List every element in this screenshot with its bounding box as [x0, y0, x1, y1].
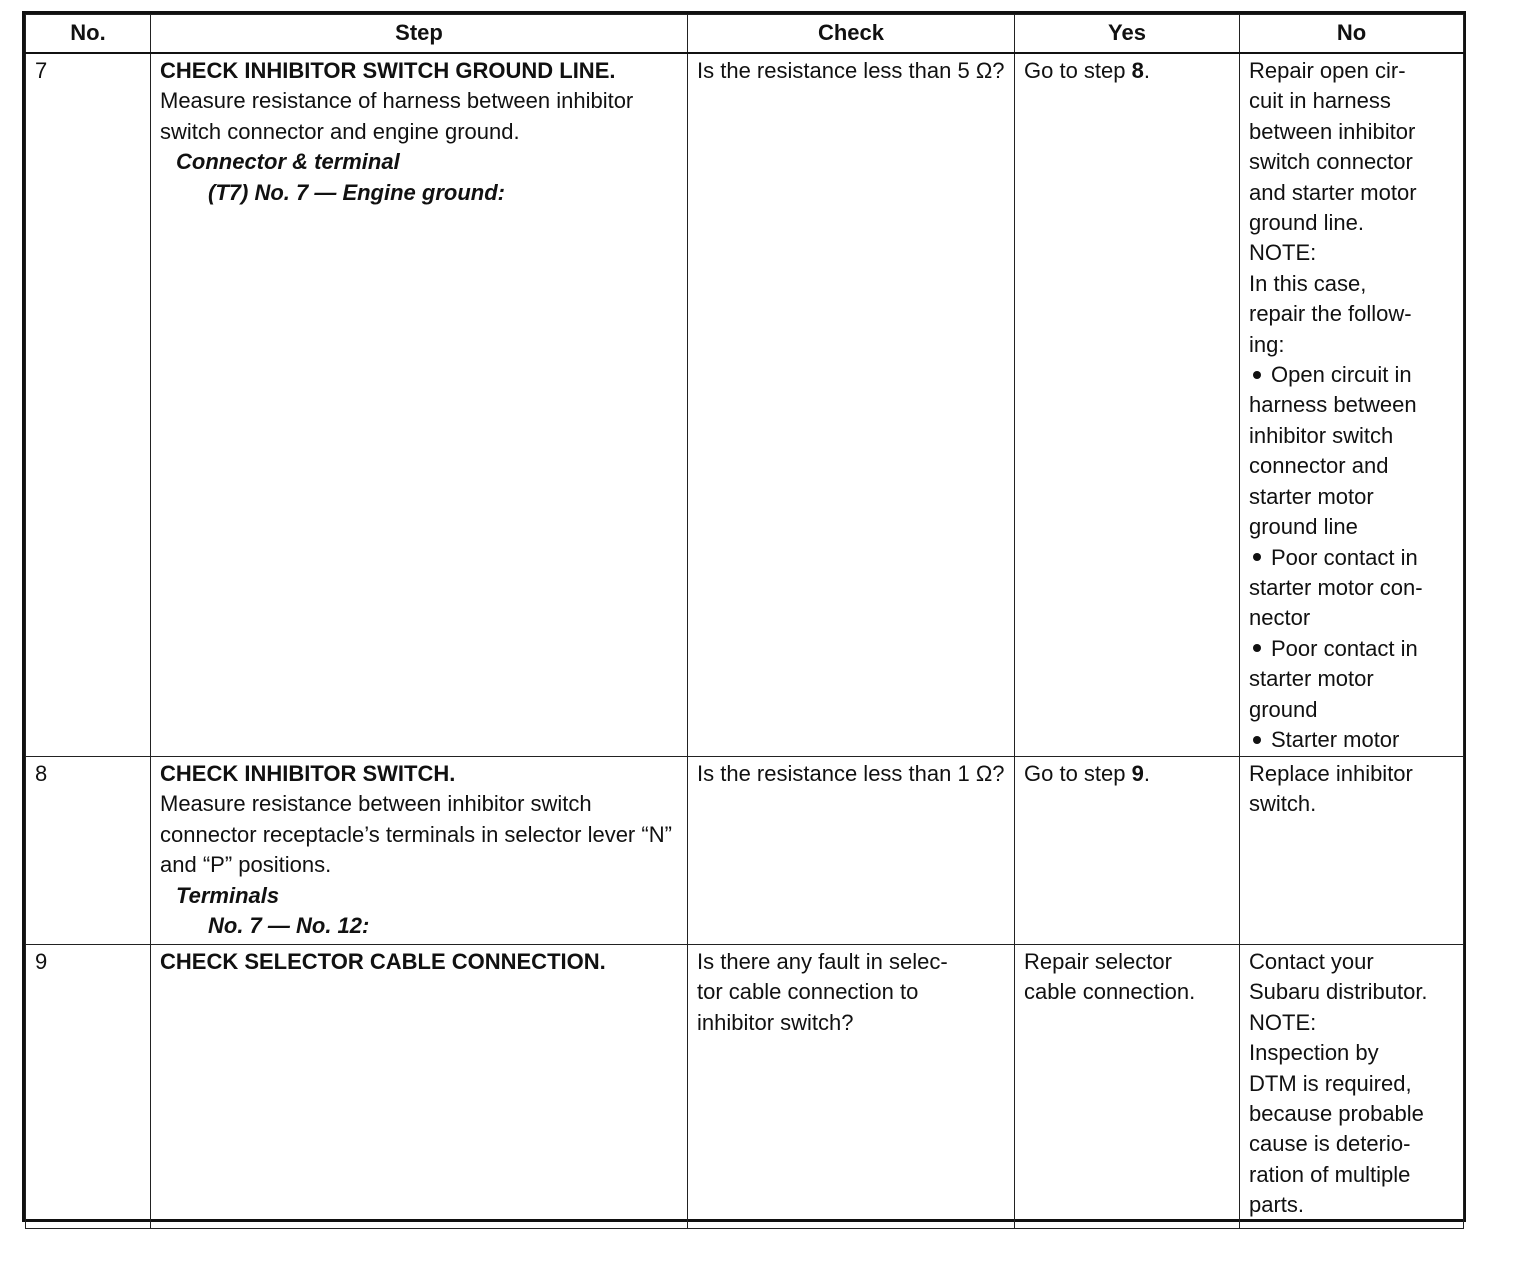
bullet-continuation: ground line [1249, 514, 1358, 540]
check-cell: Is the resistance less than 1 Ω? [688, 757, 1015, 945]
bullet-icon [1253, 371, 1261, 379]
step-instruction: Measure resistance of harness between inhibitor switch connector and engine ground. [160, 88, 634, 144]
table-row [26, 53, 1464, 757]
no-line: Repair open cir- [1249, 58, 1406, 83]
check-cell [688, 945, 1015, 1229]
table-row [26, 757, 1464, 945]
bullet-line-text: Poor contact in [1271, 544, 1418, 570]
step-spec-value: No. 7 — No. 12: [208, 913, 370, 939]
no-line: DTM is required, [1249, 1070, 1412, 1096]
step-cell [151, 945, 688, 1229]
yes-prefix: Go to step [1024, 58, 1132, 83]
no-line: ing: [1249, 331, 1285, 357]
header-check: Check [688, 15, 1015, 54]
bullet-line-text: Open circuit in [1271, 362, 1412, 388]
yes-suffix: . [1143, 761, 1150, 786]
no-line: and starter motor [1249, 179, 1417, 205]
no-line: between inhibitor [1249, 118, 1416, 144]
no-line: ration of multiple [1249, 1161, 1411, 1187]
no-line: ground line. [1249, 210, 1364, 236]
bullet-icon [1253, 644, 1261, 652]
yes-line: Repair selector [1024, 949, 1172, 974]
header-step: Step [151, 15, 688, 54]
yes-cell [1015, 757, 1240, 945]
step-heading: CHECK INHIBITOR SWITCH GROUND LINE. [160, 58, 616, 83]
bullet-continuation: connector and [1249, 453, 1389, 479]
yes-suffix: . [1143, 58, 1150, 83]
step-heading: CHECK SELECTOR CABLE CONNECTION. [160, 949, 606, 974]
bullet-icon [1253, 553, 1261, 561]
no-line: Inspection by [1249, 1040, 1379, 1066]
troubleshooting-table-frame [22, 11, 1466, 1222]
bullet-item [1249, 360, 1455, 390]
yes-line: cable connection. [1024, 979, 1196, 1005]
bullet-continuation: nector [1249, 605, 1311, 631]
no-cell [1240, 53, 1464, 757]
header-no: No. [26, 15, 151, 54]
step-number: 9 [26, 945, 151, 1229]
bullet-continuation: starter motor con- [1249, 574, 1423, 600]
bullet-item [1249, 543, 1455, 573]
yes-cell [1015, 945, 1240, 1229]
step-instruction: Measure resistance between inhibitor switch connector receptacle’s terminals in selector lever “N” and “P” positions. [160, 791, 672, 878]
bullet-item [1249, 634, 1455, 664]
check-line: inhibitor switch? [697, 1009, 854, 1035]
yes-step-ref: 8 [1131, 58, 1144, 83]
bullet-continuation: ground [1249, 696, 1318, 722]
header-row [26, 15, 1464, 54]
no-line: cause is deterio- [1249, 1131, 1411, 1157]
step-spec-label: Terminals [176, 882, 280, 908]
step-cell [151, 53, 688, 757]
yes-step-ref: 9 [1131, 761, 1144, 786]
no-line: NOTE: [1249, 1009, 1317, 1035]
bullet-line-text: Poor contact in [1271, 635, 1418, 661]
no-line: switch connector [1249, 149, 1413, 175]
bullet-continuation: harness between [1249, 392, 1417, 418]
check-line: Is there any fault in selec- [697, 949, 948, 974]
no-line: parts. [1249, 1192, 1305, 1218]
no-line: NOTE: [1249, 240, 1317, 266]
bullet-item [1249, 725, 1455, 755]
step-number: 7 [26, 53, 151, 757]
bullet-continuation: inhibitor switch [1249, 422, 1394, 448]
no-line: Subaru distributor. [1249, 979, 1428, 1005]
troubleshooting-table [25, 14, 1464, 1229]
step-heading: CHECK INHIBITOR SWITCH. [160, 761, 456, 786]
no-cell [1240, 945, 1464, 1229]
check-line: tor cable connection to [697, 979, 919, 1005]
header-yes: Yes [1015, 15, 1240, 54]
check-cell: Is the resistance less than 5 Ω? [688, 53, 1015, 757]
no-line: because probable [1249, 1101, 1424, 1127]
no-line: In this case, [1249, 270, 1367, 296]
yes-prefix: Go to step [1024, 761, 1132, 786]
bullet-continuation: starter motor [1249, 483, 1374, 509]
bullet-continuation: starter motor [1249, 666, 1374, 692]
yes-cell [1015, 53, 1240, 757]
no-line: Contact your [1249, 949, 1374, 974]
step-number: 8 [26, 757, 151, 945]
step-cell [151, 757, 688, 945]
step-spec-label: Connector & terminal [176, 149, 400, 175]
table-row [26, 945, 1464, 1229]
no-cell: Replace inhibitor switch. [1240, 757, 1464, 945]
bullet-line-text: Starter motor [1271, 726, 1400, 752]
bullet-icon [1253, 736, 1261, 744]
no-line: repair the follow- [1249, 301, 1412, 327]
header-no-result: No [1240, 15, 1464, 54]
no-line: cuit in harness [1249, 88, 1391, 114]
step-spec-value: (T7) No. 7 — Engine ground: [208, 179, 505, 205]
